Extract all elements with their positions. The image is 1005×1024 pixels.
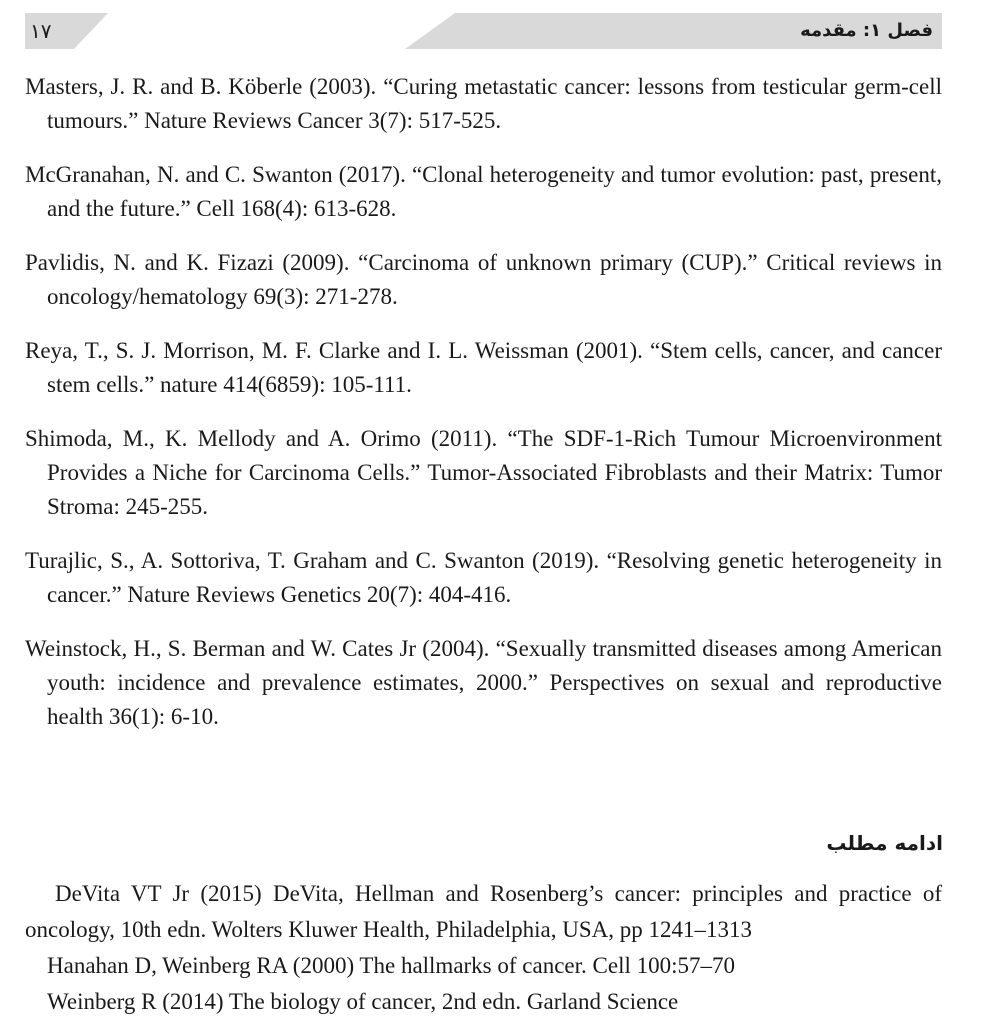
reference-item: Turajlic, S., A. Sottoriva, T. Graham and C. Swanton (2019). “Resolving genetic heterogeneity in cancer.” Nature Reviews Genetics 20(7): 404-416. xyxy=(25,548,942,607)
further-reading-list xyxy=(25,876,942,1020)
reference-item: Shimoda, M., K. Mellody and A. Orimo (2011). “The SDF-1-Rich Tumour Microenvironment Provides a Niche for Carcinoma Cells.” Tumor-Associated Fibroblasts and their Matrix: Tumor Stroma: 245-255. xyxy=(25,426,942,519)
reference-item: Masters, J. R. and B. Köberle (2003). “Curing metastatic cancer: lessons from testicular germ-cell tumours.” Nature Reviews Cancer 3(7): 517-525. xyxy=(25,74,942,133)
further-reading-item: Hanahan D, Weinberg RA (2000) The hallmarks of cancer. Cell 100:57–70 xyxy=(47,953,735,978)
reference-list xyxy=(25,70,942,754)
reference-item: Weinstock, H., S. Berman and W. Cates Jr (2004). “Sexually transmitted diseases among American youth: incidence and prevalence estimates, 2000.” Perspectives on sexual and reproductive health 36(1): 6-10. xyxy=(25,636,942,729)
chapter-title: فصل ۱: مقدمه xyxy=(800,20,933,41)
further-reading-heading: ادامه مطلب xyxy=(826,831,943,855)
page-header xyxy=(0,0,1005,60)
reference-item: Pavlidis, N. and K. Fizazi (2009). “Carcinoma of unknown primary (CUP).” Critical reviews in oncology/hematology 69(3): 271-278. xyxy=(25,250,942,309)
reference-item: Reya, T., S. J. Morrison, M. F. Clarke and I. L. Weissman (2001). “Stem cells, cancer, and cancer stem cells.” nature 414(6859): 105-111. xyxy=(25,338,942,397)
page-number: ۱۷ xyxy=(30,19,52,43)
reference-item: McGranahan, N. and C. Swanton (2017). “Clonal heterogeneity and tumor evolution: past, present, and the future.” Cell 168(4): 613-628. xyxy=(25,162,942,221)
further-reading-item: Weinberg R (2014) The biology of cancer, 2nd edn. Garland Science xyxy=(47,989,679,1014)
further-reading-item: DeVita VT Jr (2015) DeVita, Hellman and Rosenberg’s cancer: principles and practice of oncology, 10th edn. Wolters Kluwer Health, Philadelphia, USA, pp 1241–1313 xyxy=(25,881,942,942)
